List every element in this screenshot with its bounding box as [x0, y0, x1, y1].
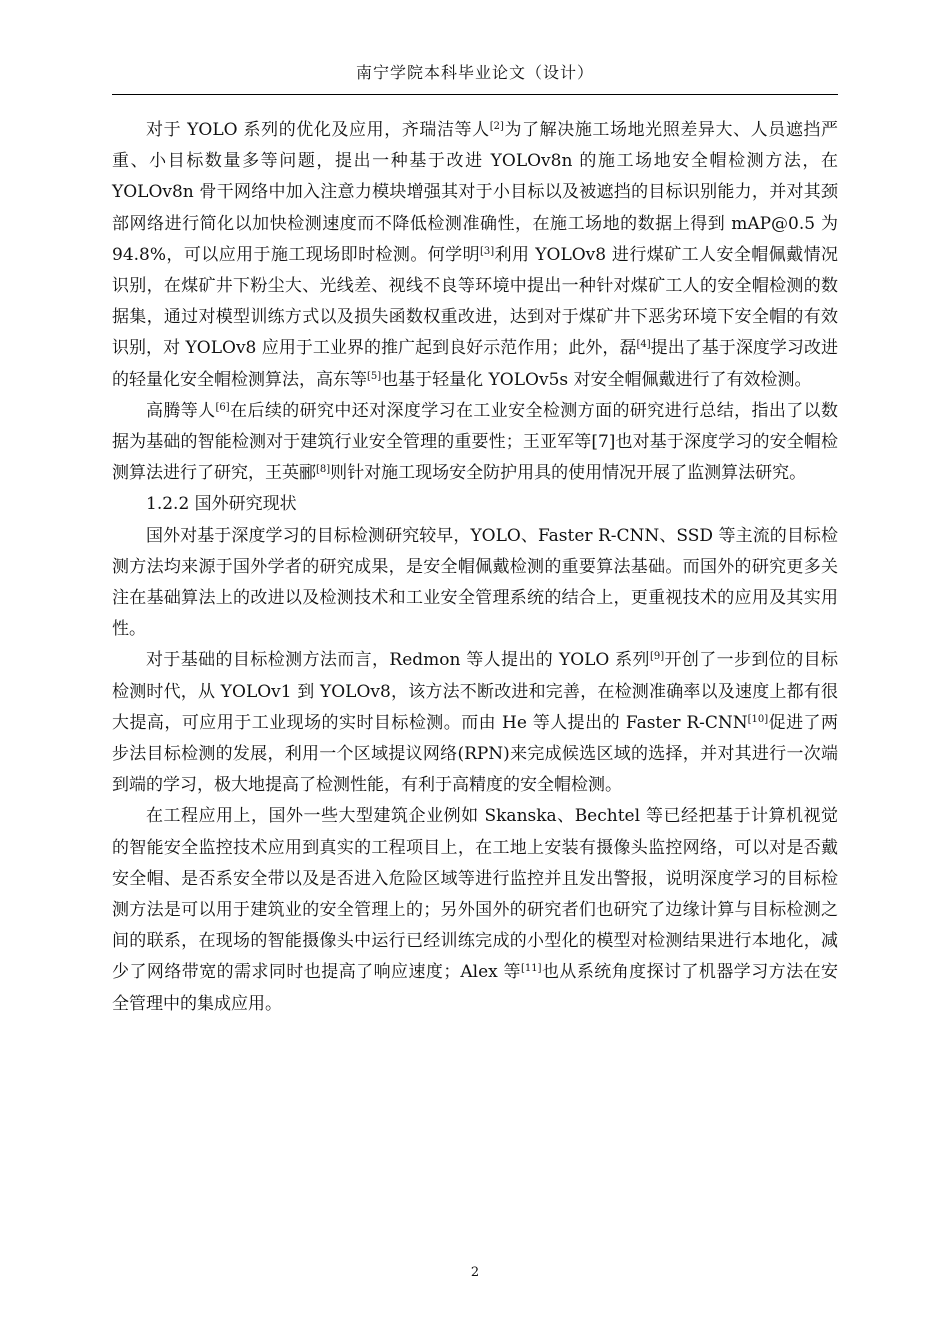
citation-marker: [5] — [367, 370, 382, 382]
header-rule — [112, 94, 838, 95]
citation-marker: [11] — [521, 963, 542, 975]
body-paragraph — [112, 115, 844, 396]
text-run: 高腾等人 — [146, 400, 216, 421]
text-run: 提出了基于深度学习改进的轻量化安全帽检测算法，高东等 — [112, 338, 838, 390]
page-number: 2 — [470, 1265, 480, 1280]
section-heading: 1.2.2 国外研究现状 — [146, 494, 297, 515]
citation-marker: [10] — [747, 713, 769, 725]
text-run: 在后续的研究中还对深度学习在工业安全检测方面的研究进行总结，指出了以数据为基础的智能检测对于建筑行业安全管理的重要性；王亚军等[7]也对基于深度学习的安全帽检测算法进行了研究，王英郦 — [112, 400, 839, 484]
text-run: 利用 YOLOv8 进行煤矿工人安全帽佩戴情况识别，在煤矿井下粉尘大、光线差、视线不良等环境中提出一种针对煤矿工人的安全帽检测的数据集，通过对模型训练方式以及损失函数权重改进，达到对于煤矿井下恶劣环境下安全帽的有效识别，对 YOLOv8 应用于工业界的推广起到良好示范作用；此外，磊 — [112, 244, 838, 359]
text-run: 为了解决施工场地光照差异大、人员遮挡严重、小目标数量多等问题，提出一种基于改进 YOLOv8n 的施工场地安全帽检测方法，在 YOLOv8n 骨干网络中加入注意力模块增强其对于小目标以及被遮挡的目标识别能力，并对其颈部网络进行简化以加快检测速度而不降低检测准确性，在施工场地的数据上得到 mAP@0.5 为 94.8%，可以应用于施工现场即时检测。何学明 — [112, 120, 844, 265]
citation-marker: [8] — [316, 464, 331, 476]
text-run: 对于基础的目标检测方法而言，Redmon 等人提出的 YOLO 系列 — [146, 650, 650, 671]
text-run: 也基于轻量化 YOLOv5s 对安全帽佩戴进行了有效检测。 — [381, 369, 812, 390]
citation-marker: [3] — [480, 245, 495, 257]
body-text — [112, 115, 844, 1020]
body-paragraph — [112, 521, 838, 646]
body-paragraph — [112, 396, 838, 490]
text-run: 对于 YOLO 系列的优化及应用，齐瑞洁等人 — [146, 120, 490, 140]
text-run: 开创了一步到位的目标检测时代，从 YOLOv1 到 YOLOv8，该方法不断改进和完善，在检测准确率以及速度上都有很大提高，可应用于工业现场的实时目标检测。而由 He 等人提出的 Faster R-CNN — [112, 650, 838, 733]
text-run: 则针对施工现场安全防护用具的使用情况开展了监测算法研究。 — [330, 463, 807, 484]
text-run: 在工程应用上，国外一些大型建筑企业例如 Skanska、Bechtel 等已经把基于计算机视觉的智能安全监控技术应用到真实的工程项目上，在工地上安装有摄像头监控网络，可以对是否戴安全帽、是否系安全带以及是否进入危险区域等进行监控并且发出警报，说明深度学习的目标检测方法是可以用于建筑业的安全管理上的；另外国外的研究者们也研究了边缘计算与目标检测之间的联系，在现场的智能摄像头中运行已经训练完成的小型化的模型对检测结果进行本地化，减少了网络带宽的需求同时也提高了响应速度；Alex 等 — [112, 806, 838, 983]
paragraph-group-foreign — [112, 521, 838, 1020]
text-run: 也从系统角度探讨了机器学习方法在安全管理中的集成应用。 — [112, 962, 839, 1014]
running-header: 南宁学院本科毕业论文（设计） — [355, 63, 594, 82]
body-paragraph — [112, 801, 838, 1019]
citation-marker: [2] — [489, 121, 504, 132]
citation-marker: [6] — [215, 401, 230, 413]
citation-marker: [9] — [649, 651, 665, 663]
body-paragraph — [112, 645, 838, 801]
paragraph-group-domestic — [112, 115, 844, 489]
citation-marker: [4] — [636, 339, 651, 351]
text-run: 促进了两步法目标检测的发展，利用一个区域提议网络(RPN)来完成候选区域的选择，并对其进行一次端到端的学习，极大地提高了检测性能，有利于高精度的安全帽检测。 — [112, 712, 839, 796]
text-run: 国外对基于深度学习的目标检测研究较早，YOLO、Faster R-CNN、SSD 等主流的目标检测方法均来源于国外学者的研究成果，是安全帽佩戴检测的重要算法基础。而国外的研究更多关注在基础算法上的改进以及检测技术和工业安全管理系统的结合上，更重视技术的应用及其实用性。 — [112, 525, 838, 640]
